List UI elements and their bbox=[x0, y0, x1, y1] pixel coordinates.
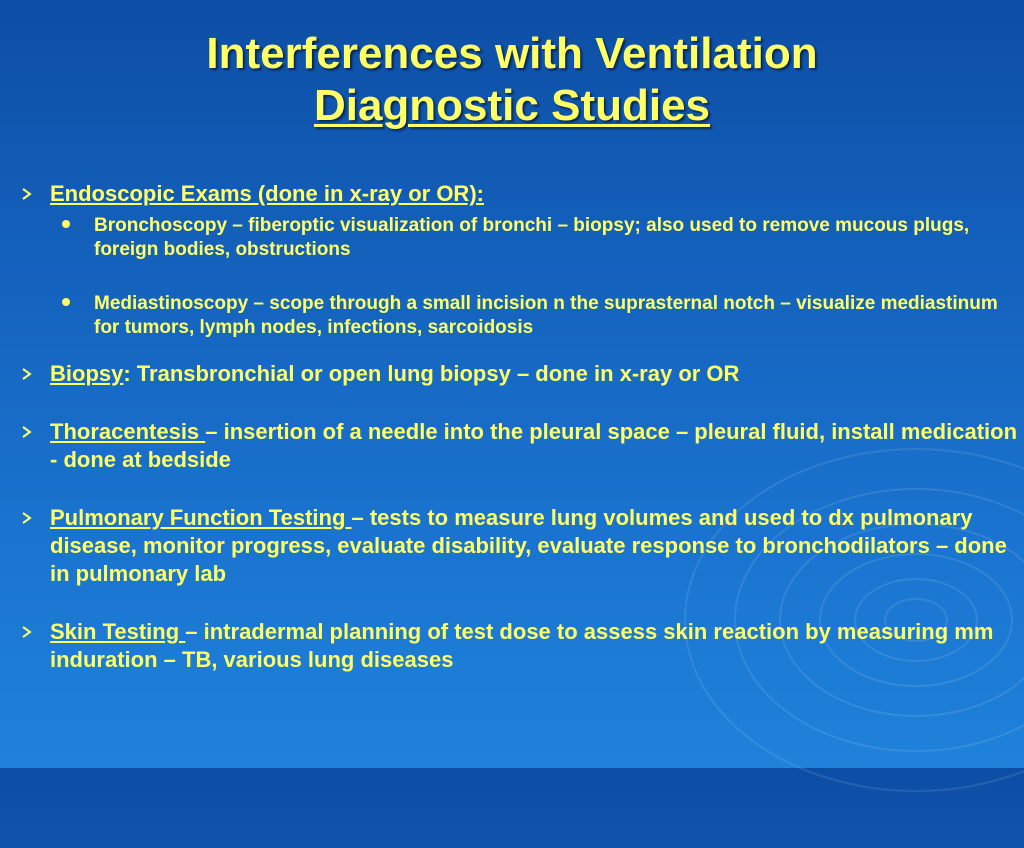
bullet-text: – tests to measure lung volumes and used to dx pulmonary disease, monitor progress, evaluate disability, evaluate response to bronchodilators – done in pulmonary lab bbox=[50, 505, 1007, 586]
bullet-lead: Skin Testing bbox=[50, 619, 186, 644]
slide-title bbox=[0, 28, 1024, 132]
bullet-item-thoracentesis bbox=[18, 418, 1018, 474]
sub-bullet-list bbox=[18, 214, 1018, 340]
bullet-list bbox=[18, 180, 1018, 704]
sub-bullet-text: Mediastinoscopy – scope through a small incision n the suprasternal notch – visualize mediastinum for tumors, lymph nodes, infections, sarcoidosis bbox=[94, 293, 998, 338]
bullet-lead: Thoracentesis bbox=[50, 419, 206, 444]
sub-bullet-item-mediastinoscopy bbox=[18, 292, 1018, 340]
slide-title-line-1: Interferences with Ventilation bbox=[206, 29, 818, 78]
bullet-item-pulmonary-function-testing bbox=[18, 504, 1018, 588]
bullet-text: – insertion of a needle into the pleural space – pleural fluid, install medication - done at bedside bbox=[50, 419, 1018, 472]
arrow-bullet-icon bbox=[20, 504, 34, 532]
bullet-lead: Endoscopic Exams (done in x-ray or OR): bbox=[50, 181, 484, 206]
bullet-item-skin-testing bbox=[18, 618, 1018, 674]
bullet-item-endoscopic-exams bbox=[18, 180, 1018, 208]
bullet-text: : Transbronchial or open lung biopsy – done in x-ray or OR bbox=[123, 361, 740, 386]
arrow-bullet-icon bbox=[20, 360, 34, 388]
dot-bullet-icon bbox=[62, 220, 70, 228]
arrow-bullet-icon bbox=[20, 618, 34, 646]
bullet-item-biopsy bbox=[18, 360, 1018, 388]
arrow-bullet-icon bbox=[20, 418, 34, 446]
sub-bullet-item-bronchoscopy bbox=[18, 214, 1018, 262]
bullet-lead: Pulmonary Function Testing bbox=[50, 505, 352, 530]
dot-bullet-icon bbox=[62, 298, 70, 306]
slide-title-line-2: Diagnostic Studies bbox=[313, 81, 711, 130]
arrow-bullet-icon bbox=[20, 180, 34, 208]
bullet-text: – intradermal planning of test dose to assess skin reaction by measuring mm induration – TB, various lung diseases bbox=[50, 619, 994, 672]
bullet-lead: Biopsy bbox=[50, 361, 124, 386]
sub-bullet-text: Bronchoscopy – fiberoptic visualization of bronchi – biopsy; also used to remove mucous plugs, foreign bodies, obstructions bbox=[94, 215, 970, 260]
